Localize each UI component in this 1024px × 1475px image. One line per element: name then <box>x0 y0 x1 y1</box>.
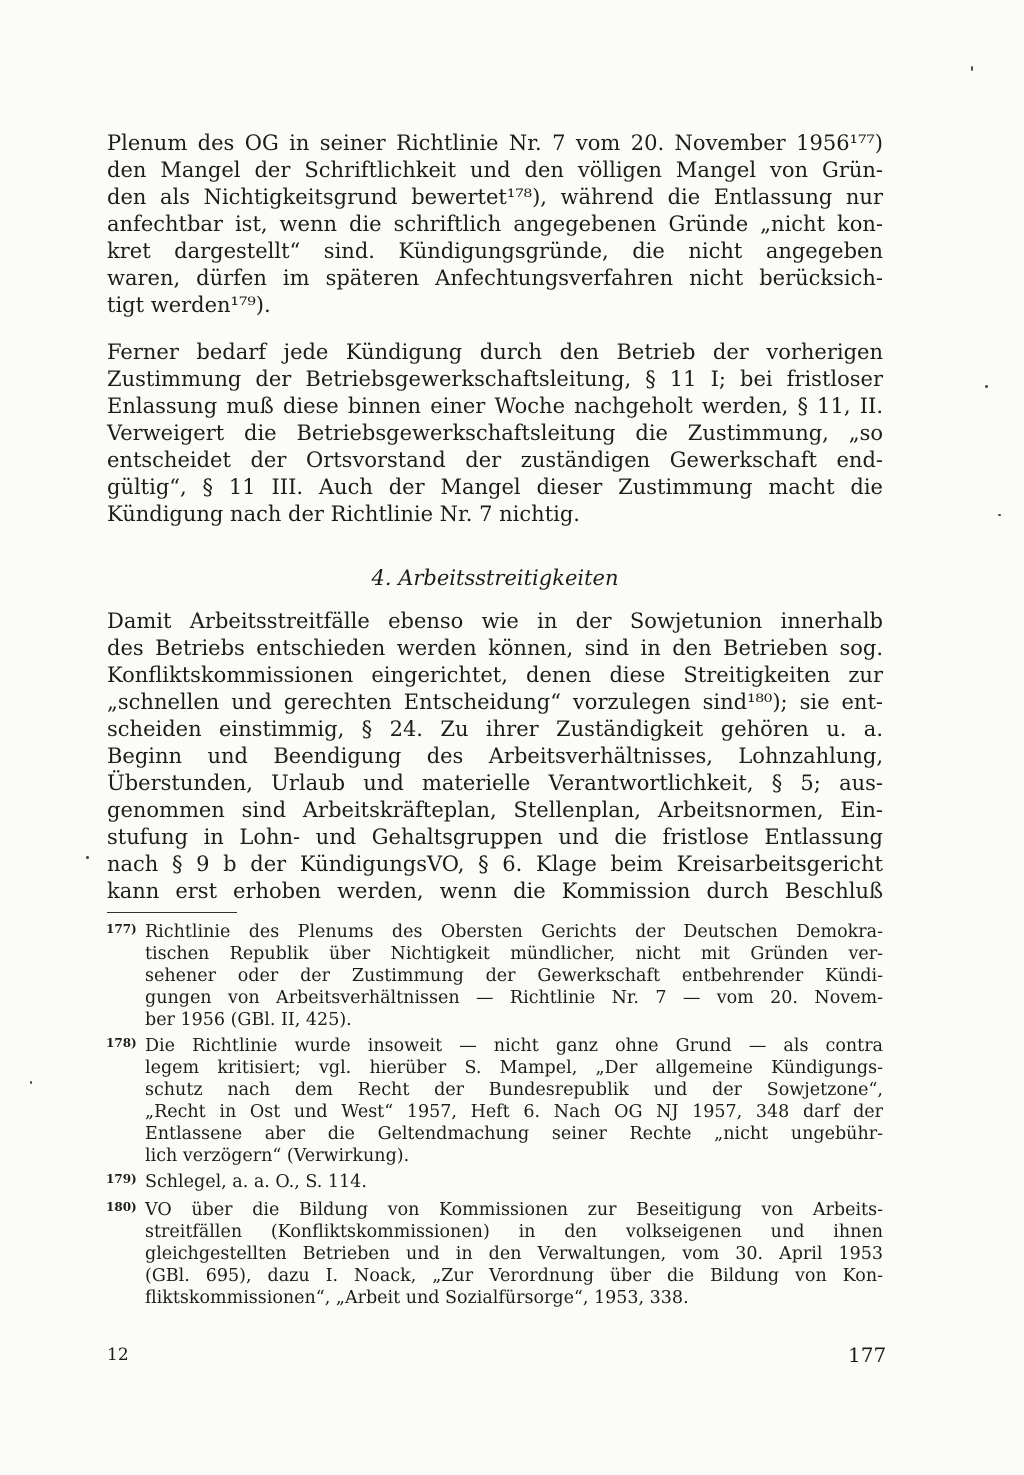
footnote-line: Die Richtlinie wurde insoweit — nicht ganz ohne Grund — als contra <box>145 1036 883 1056</box>
body-line: tigt werden¹⁷⁹). <box>107 293 271 317</box>
scan-speck <box>985 385 988 388</box>
body-line: Kündigung nach der Richtlinie Nr. 7 nichtig. <box>107 502 580 526</box>
body-line: Überstunden, Urlaub und materielle Verantwortlichkeit, § 5; aus- <box>107 771 883 795</box>
body-line: den als Nichtigkeitsgrund bewertet¹⁷⁸), während die Entlassung nur <box>107 185 883 209</box>
footnote-line: sehener oder der Zustimmung der Gewerkschaft entbehrender Kündi- <box>145 966 883 986</box>
body-line: scheiden einstimmig, § 24. Zu ihrer Zuständigkeit gehören u. a. <box>107 717 883 741</box>
scan-speck <box>971 66 973 71</box>
body-line: den Mangel der Schriftlichkeit und den völligen Mangel von Grün- <box>107 158 883 182</box>
footnote-line: streitfällen (Konfliktskommissionen) in den volkseigenen und ihnen <box>145 1222 883 1242</box>
footnote-line: ber 1956 (GBl. II, 425). <box>145 1010 352 1030</box>
footnote-line: legem kritisiert; vgl. hierüber S. Mampel, „Der allgemeine Kündigungs- <box>145 1058 883 1078</box>
footnote-line: Richtlinie des Plenums des Obersten Gerichts der Deutschen Demokra- <box>145 922 883 942</box>
body-line: Ferner bedarf jede Kündigung durch den Betrieb der vorherigen <box>107 340 883 364</box>
body-line: stufung in Lohn- und Gehaltsgruppen und die fristlose Entlassung <box>107 825 883 849</box>
body-line: Zustimmung der Betriebsgewerkschaftsleitung, § 11 I; bei fristloser <box>107 367 883 391</box>
body-line: gültig“, § 11 III. Auch der Mangel dieser Zustimmung macht die <box>107 475 883 499</box>
footnote-line: (GBl. 695), dazu I. Noack, „Zur Verordnung über die Bildung von Kon- <box>145 1266 883 1286</box>
scan-speck <box>30 1081 32 1084</box>
scan-speck <box>998 514 1001 516</box>
body-line: Verweigert die Betriebsgewerkschaftsleitung die Zustimmung, „so <box>107 421 883 445</box>
footnote-line: tischen Republik über Nichtigkeit mündlicher, nicht mit Gründen ver- <box>145 944 883 964</box>
body-line: kann erst erhoben werden, wenn die Kommission durch Beschluß <box>107 879 883 903</box>
body-line: waren, dürfen im späteren Anfechtungsverfahren nicht berücksich- <box>107 266 883 290</box>
body-line: Enlassung muß diese binnen einer Woche nachgeholt werden, § 11, II. <box>107 394 883 418</box>
section-heading: 4. Arbeitsstreitigkeiten <box>371 566 619 590</box>
footnote-line: fliktskommissionen“, „Arbeit und Sozialfürsorge“, 1953, 338. <box>145 1288 689 1308</box>
body-line: Plenum des OG in seiner Richtlinie Nr. 7 vom 20. November 1956¹⁷⁷) <box>107 131 883 155</box>
body-line: „schnellen und gerechten Entscheidung“ vorzulegen sind¹⁸⁰); sie ent- <box>107 690 883 714</box>
footnote-line: schutz nach dem Recht der Bundesrepublik und der Sowjetzone“, <box>145 1080 883 1100</box>
footnote-rule <box>107 912 237 913</box>
body-line: Konfliktskommissionen eingerichtet, denen diese Streitigkeiten zur <box>107 663 883 687</box>
body-line: anfechtbar ist, wenn die schriftlich angegebenen Gründe „nicht kon- <box>107 212 883 236</box>
page-number: 177 <box>848 1343 887 1367</box>
footnote-line: gungen von Arbeitsverhältnissen — Richtlinie Nr. 7 — vom 20. Novem- <box>145 988 883 1008</box>
footnote-number: 177) <box>106 922 137 936</box>
body-line: nach § 9 b der KündigungsVO, § 6. Klage beim Kreisarbeitsgericht <box>107 852 883 876</box>
body-line: genommen sind Arbeitskräfteplan, Stellenplan, Arbeitsnormen, Ein- <box>107 798 883 822</box>
footnote-line: VO über die Bildung von Kommissionen zur Beseitigung von Arbeits- <box>145 1200 883 1220</box>
body-line: kret dargestellt“ sind. Kündigungsgründe, die nicht angegeben <box>107 239 883 263</box>
footnote-number: 180) <box>106 1200 137 1214</box>
scan-speck <box>86 856 89 859</box>
footnote-line: lich verzögern“ (Verwirkung). <box>145 1146 410 1166</box>
footnote-number: 179) <box>106 1172 137 1186</box>
body-line: Beginn und Beendigung des Arbeitsverhältnisses, Lohnzahlung, <box>107 744 883 768</box>
footnote-line: Entlassene aber die Geltendmachung seiner Rechte „nicht ungebühr- <box>145 1124 883 1144</box>
body-line: entscheidet der Ortsvorstand der zuständigen Gewerkschaft end- <box>107 448 883 472</box>
body-line: Damit Arbeitsstreitfälle ebenso wie in der Sowjetunion innerhalb <box>107 609 883 633</box>
body-line: des Betriebs entschieden werden können, sind in den Betrieben sog. <box>107 636 883 660</box>
signature-mark: 12 <box>107 1345 129 1365</box>
footnote-line: gleichgestellten Betrieben und in den Verwaltungen, vom 30. April 1953 <box>145 1244 883 1264</box>
footnote-number: 178) <box>106 1036 137 1050</box>
footnote-line: Schlegel, a. a. O., S. 114. <box>145 1172 367 1192</box>
footnote-line: „Recht in Ost und West“ 1957, Heft 6. Nach OG NJ 1957, 348 darf der <box>145 1102 883 1122</box>
